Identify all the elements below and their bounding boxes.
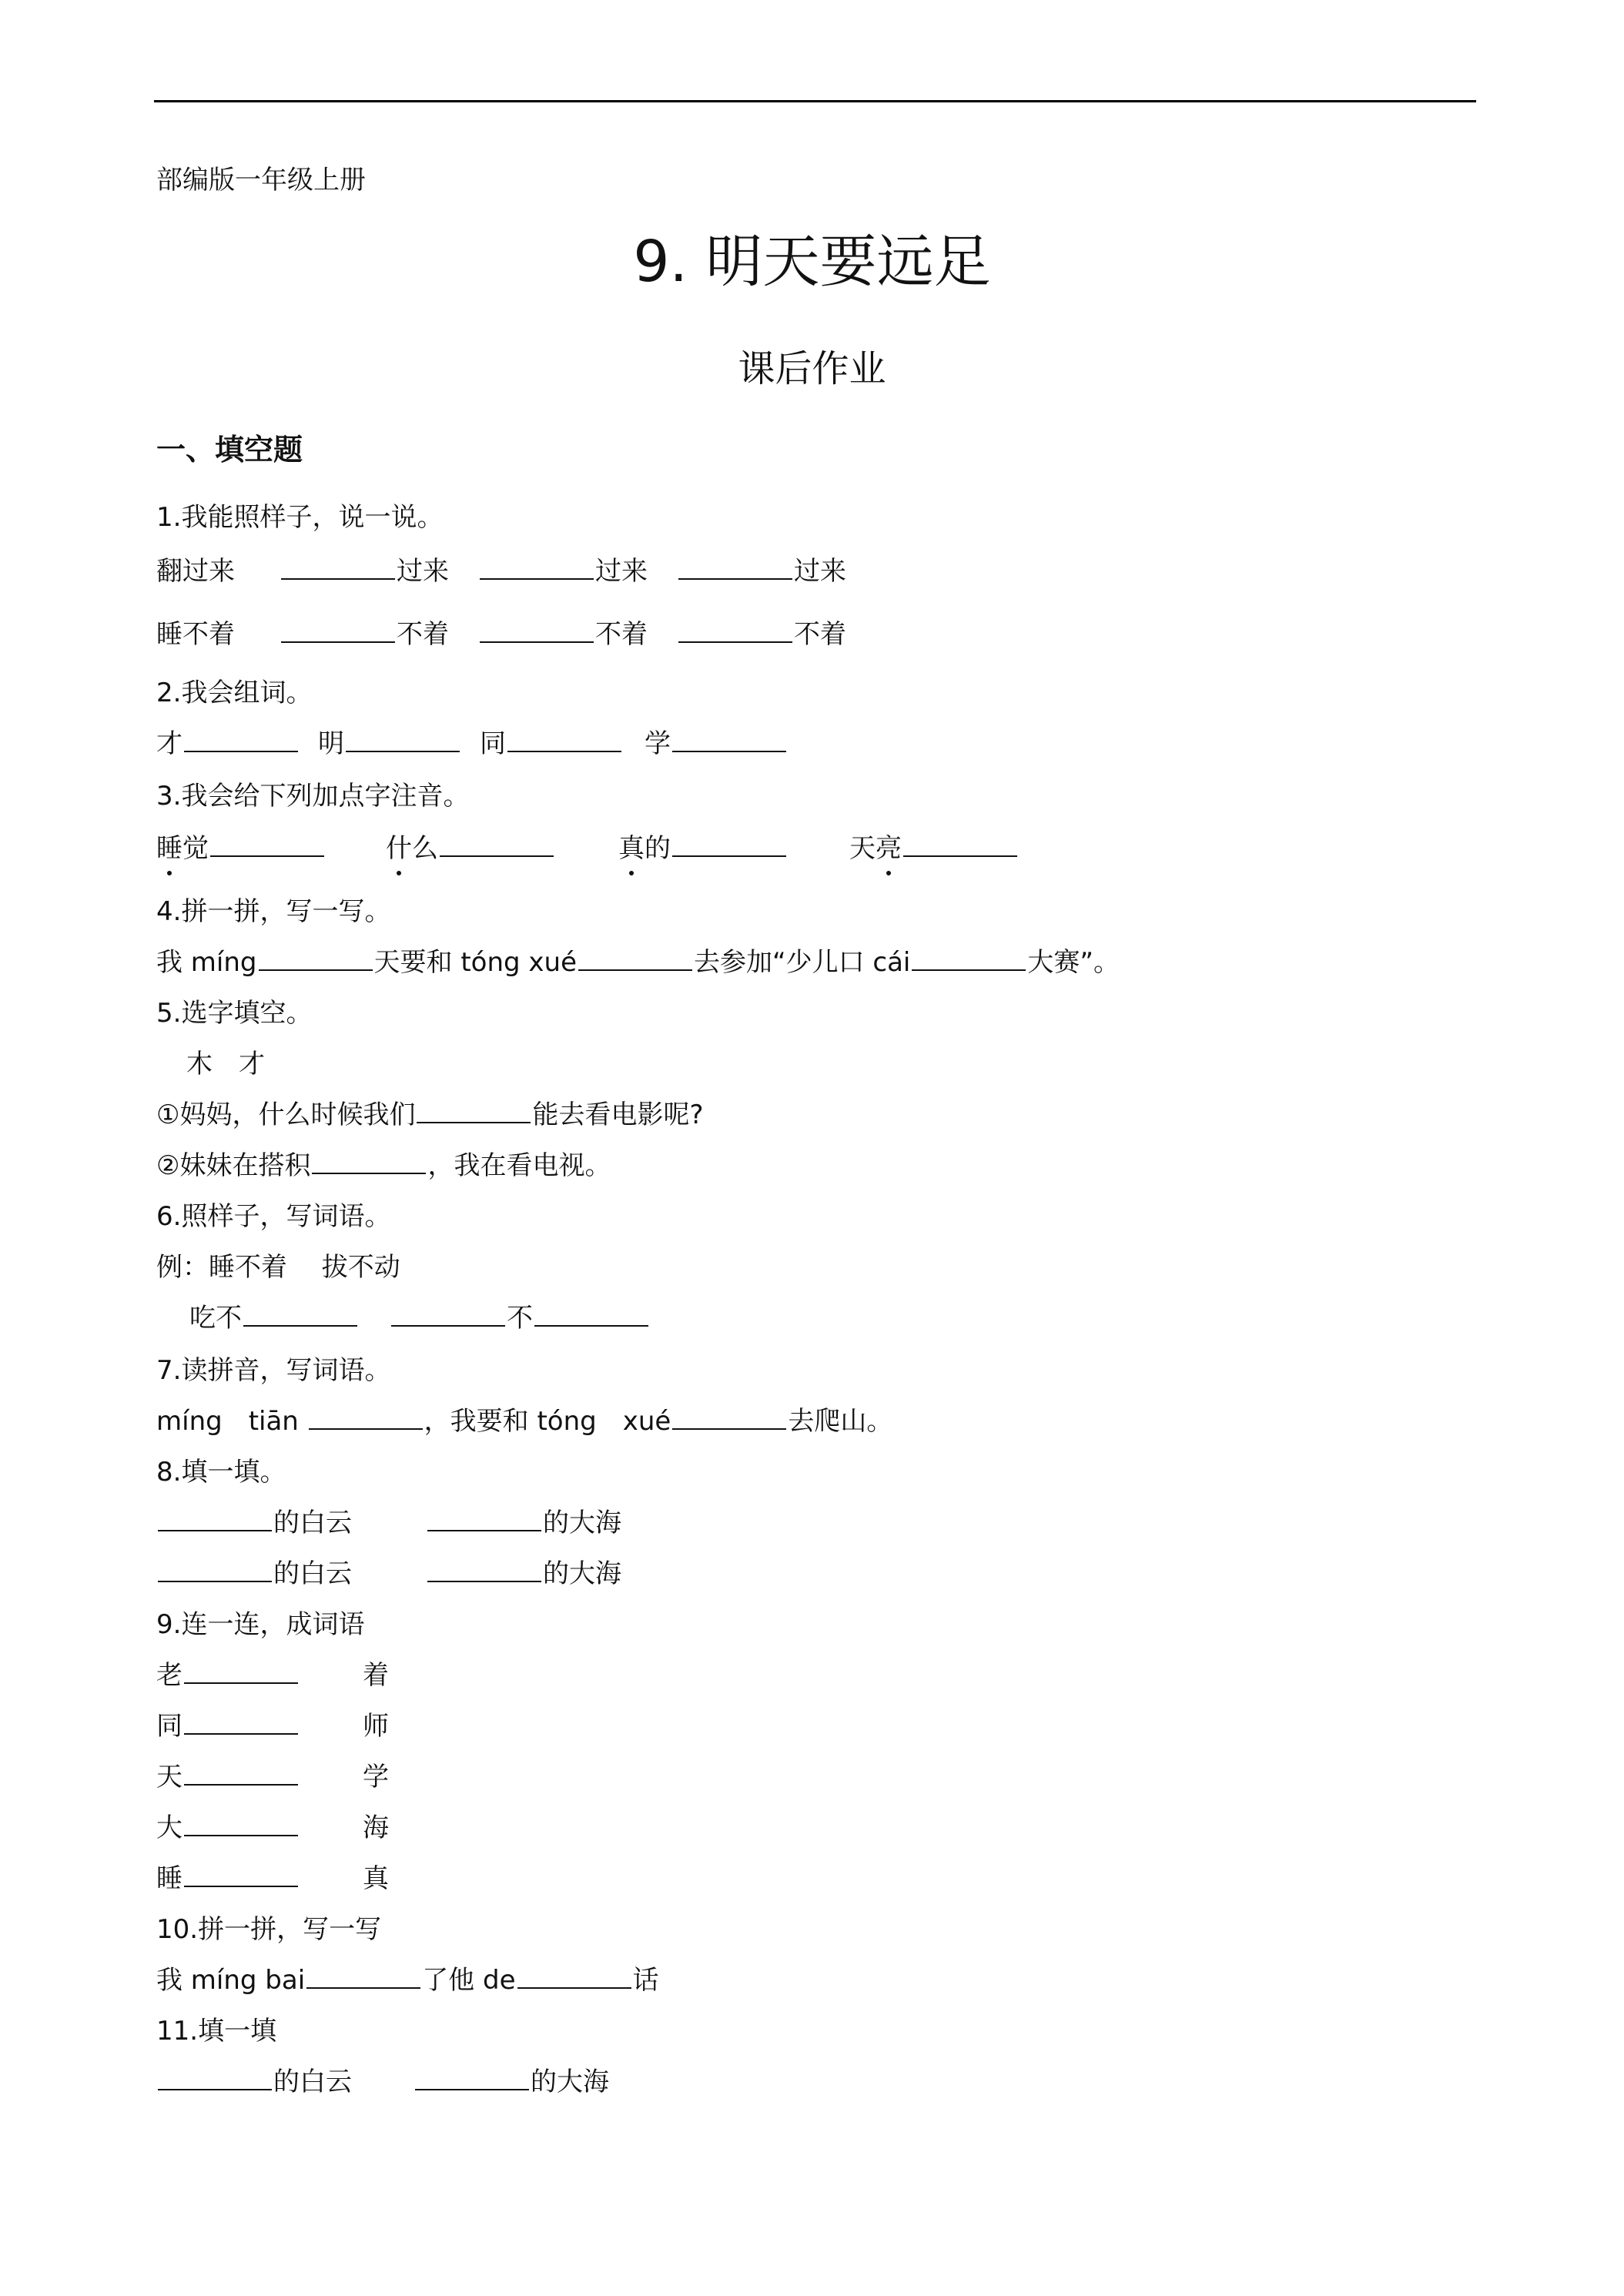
answer-blank[interactable] bbox=[309, 1404, 423, 1430]
q7-prompt: 7.读拼音，写词语。 bbox=[156, 1355, 391, 1386]
q3-char: 天 bbox=[849, 833, 876, 864]
q1-row1-item bbox=[677, 554, 846, 588]
grade-label: 部编版一年级上册 bbox=[156, 165, 366, 196]
q11-text: 的白云 bbox=[273, 2067, 352, 2097]
q3-char: 么 bbox=[412, 833, 438, 864]
section-heading: 一、填空题 bbox=[156, 433, 303, 467]
q1-row2-item bbox=[478, 618, 648, 651]
q10-sentence bbox=[156, 1963, 659, 1997]
q8-text: 的大海 bbox=[543, 1508, 621, 1538]
q9-prompt: 9.连一连，成词语 bbox=[156, 1609, 365, 1640]
answer-blank[interactable] bbox=[678, 554, 792, 580]
answer-blank[interactable] bbox=[391, 1301, 505, 1327]
q3-dotted-char: 什 bbox=[386, 833, 412, 864]
q3-char: 觉 bbox=[182, 833, 209, 864]
q1-suffix: 不着 bbox=[595, 619, 648, 650]
answer-blank[interactable] bbox=[306, 1963, 420, 1989]
q11-prompt: 11.填一填 bbox=[156, 2016, 277, 2047]
answer-blank[interactable] bbox=[678, 618, 792, 643]
answer-blank[interactable] bbox=[184, 1709, 298, 1735]
answer-blank[interactable] bbox=[672, 727, 786, 752]
q9-left-char: 天 bbox=[156, 1762, 182, 1792]
q9-left-char: 睡 bbox=[156, 1863, 182, 1894]
answer-blank[interactable] bbox=[415, 2065, 529, 2090]
answer-blank[interactable] bbox=[672, 832, 786, 857]
q9-right-char[interactable]: 着 bbox=[363, 1660, 389, 1691]
q9-right-char[interactable]: 师 bbox=[363, 1711, 389, 1742]
answer-blank[interactable] bbox=[672, 1404, 786, 1430]
q1-row1-item bbox=[478, 554, 648, 588]
q8-text: 的大海 bbox=[543, 1558, 621, 1589]
answer-blank[interactable] bbox=[480, 554, 594, 580]
q4-text: 去参加“少儿口 cái bbox=[693, 947, 911, 978]
q7-text: ，我要和 tóng xué bbox=[424, 1406, 671, 1437]
q1-suffix: 不着 bbox=[397, 619, 449, 650]
answer-blank[interactable] bbox=[417, 1098, 531, 1123]
q8-text: 的白云 bbox=[273, 1558, 352, 1589]
q4-sentence bbox=[156, 946, 1120, 979]
q2-char: 同 bbox=[480, 728, 506, 759]
answer-blank[interactable] bbox=[517, 1963, 631, 1989]
q1-row1-item bbox=[280, 554, 449, 588]
q6-prompt: 6.照样子，写词语。 bbox=[156, 1201, 391, 1232]
q1-row2-item bbox=[677, 618, 846, 651]
answer-blank[interactable] bbox=[427, 1506, 541, 1531]
q9-right-char[interactable]: 学 bbox=[363, 1762, 389, 1792]
page-subtitle: 课后作业 bbox=[738, 347, 886, 390]
q2-char: 学 bbox=[645, 728, 671, 759]
q5-prompt: 5.选字填空。 bbox=[156, 998, 313, 1029]
q3-dotted-char: 亮 bbox=[876, 833, 902, 864]
answer-blank[interactable] bbox=[259, 946, 373, 971]
q9-left-char: 大 bbox=[156, 1812, 182, 1843]
answer-blank[interactable] bbox=[184, 727, 298, 752]
q4-text: 大赛”。 bbox=[1027, 947, 1120, 978]
q1-row1-example: 翻过来 bbox=[156, 556, 235, 587]
q4-prompt: 4.拼一拼，写一写。 bbox=[156, 896, 391, 927]
q10-text: 了他 de bbox=[422, 1965, 516, 1996]
q1-suffix: 不着 bbox=[794, 619, 846, 650]
q3-dotted-char: 真 bbox=[618, 833, 645, 864]
q2-char: 明 bbox=[318, 728, 344, 759]
answer-blank[interactable] bbox=[534, 1301, 648, 1327]
q1-suffix: 过来 bbox=[794, 556, 846, 587]
answer-blank[interactable] bbox=[312, 1149, 426, 1174]
answer-blank[interactable] bbox=[427, 1557, 541, 1582]
q8-prompt: 8.填一填。 bbox=[156, 1457, 286, 1488]
answer-blank[interactable] bbox=[903, 832, 1017, 857]
q1-suffix: 过来 bbox=[397, 556, 449, 587]
answer-blank[interactable] bbox=[912, 946, 1026, 971]
q6-text: 不 bbox=[507, 1303, 533, 1334]
q1-suffix: 过来 bbox=[595, 556, 648, 587]
q2-char: 才 bbox=[156, 728, 182, 759]
answer-blank[interactable] bbox=[440, 832, 554, 857]
q11-text: 的大海 bbox=[531, 2067, 609, 2097]
q5-text: ①妈妈，什么时候我们 bbox=[156, 1099, 416, 1130]
q5-text: ②妹妹在搭积 bbox=[156, 1150, 311, 1181]
answer-blank[interactable] bbox=[281, 554, 395, 580]
q2-prompt: 2.我会组词。 bbox=[156, 678, 313, 708]
q1-prompt: 1.我能照样子，说一说。 bbox=[156, 502, 444, 533]
q5-text: ，我在看电视。 bbox=[427, 1150, 611, 1181]
q5-text: 能去看电影呢? bbox=[532, 1099, 704, 1130]
q8-text: 的白云 bbox=[273, 1508, 352, 1538]
answer-blank[interactable] bbox=[210, 832, 324, 857]
q9-left-char: 老 bbox=[156, 1660, 182, 1691]
q5-sentence-2 bbox=[156, 1149, 611, 1183]
q7-text: 去爬山。 bbox=[788, 1406, 893, 1437]
q1-row2-example: 睡不着 bbox=[156, 619, 235, 650]
q6-text: 吃不 bbox=[189, 1303, 242, 1334]
q5-options: 木 才 bbox=[186, 1049, 265, 1079]
answer-blank[interactable] bbox=[184, 1811, 298, 1836]
q3-char: 的 bbox=[645, 833, 671, 864]
q7-sentence bbox=[156, 1404, 892, 1438]
answer-blank[interactable] bbox=[346, 727, 460, 752]
answer-blank[interactable] bbox=[184, 1862, 298, 1887]
answer-blank[interactable] bbox=[158, 1506, 272, 1531]
answer-blank[interactable] bbox=[158, 2065, 272, 2090]
q5-sentence-1 bbox=[156, 1098, 704, 1132]
answer-blank[interactable] bbox=[184, 1658, 298, 1684]
q10-text: 话 bbox=[632, 1965, 659, 1996]
answer-blank[interactable] bbox=[480, 618, 594, 643]
q6-example: 例：睡不着 拔不动 bbox=[156, 1252, 400, 1283]
answer-blank[interactable] bbox=[281, 618, 395, 643]
q4-text: 我 míng bbox=[156, 947, 257, 978]
q3-prompt: 3.我会给下列加点字注音。 bbox=[156, 781, 470, 812]
answer-blank[interactable] bbox=[507, 727, 621, 752]
q1-row2-item bbox=[280, 618, 449, 651]
q10-text: 我 míng bai bbox=[156, 1965, 306, 1996]
q9-right-char[interactable]: 真 bbox=[363, 1863, 389, 1894]
q7-text: míng tiān bbox=[156, 1406, 299, 1437]
answer-blank[interactable] bbox=[158, 1557, 272, 1582]
header-rule bbox=[154, 100, 1476, 102]
q3-dotted-char: 睡 bbox=[156, 833, 182, 864]
q9-right-char[interactable]: 海 bbox=[363, 1812, 389, 1843]
q4-text: 天要和 tóng xué bbox=[373, 947, 577, 978]
answer-blank[interactable] bbox=[243, 1301, 357, 1327]
page-title: 9. 明天要远足 bbox=[633, 229, 991, 295]
q10-prompt: 10.拼一拼，写一写 bbox=[156, 1914, 382, 1945]
answer-blank[interactable] bbox=[184, 1760, 298, 1786]
q9-left-char: 同 bbox=[156, 1711, 182, 1742]
answer-blank[interactable] bbox=[578, 946, 692, 971]
